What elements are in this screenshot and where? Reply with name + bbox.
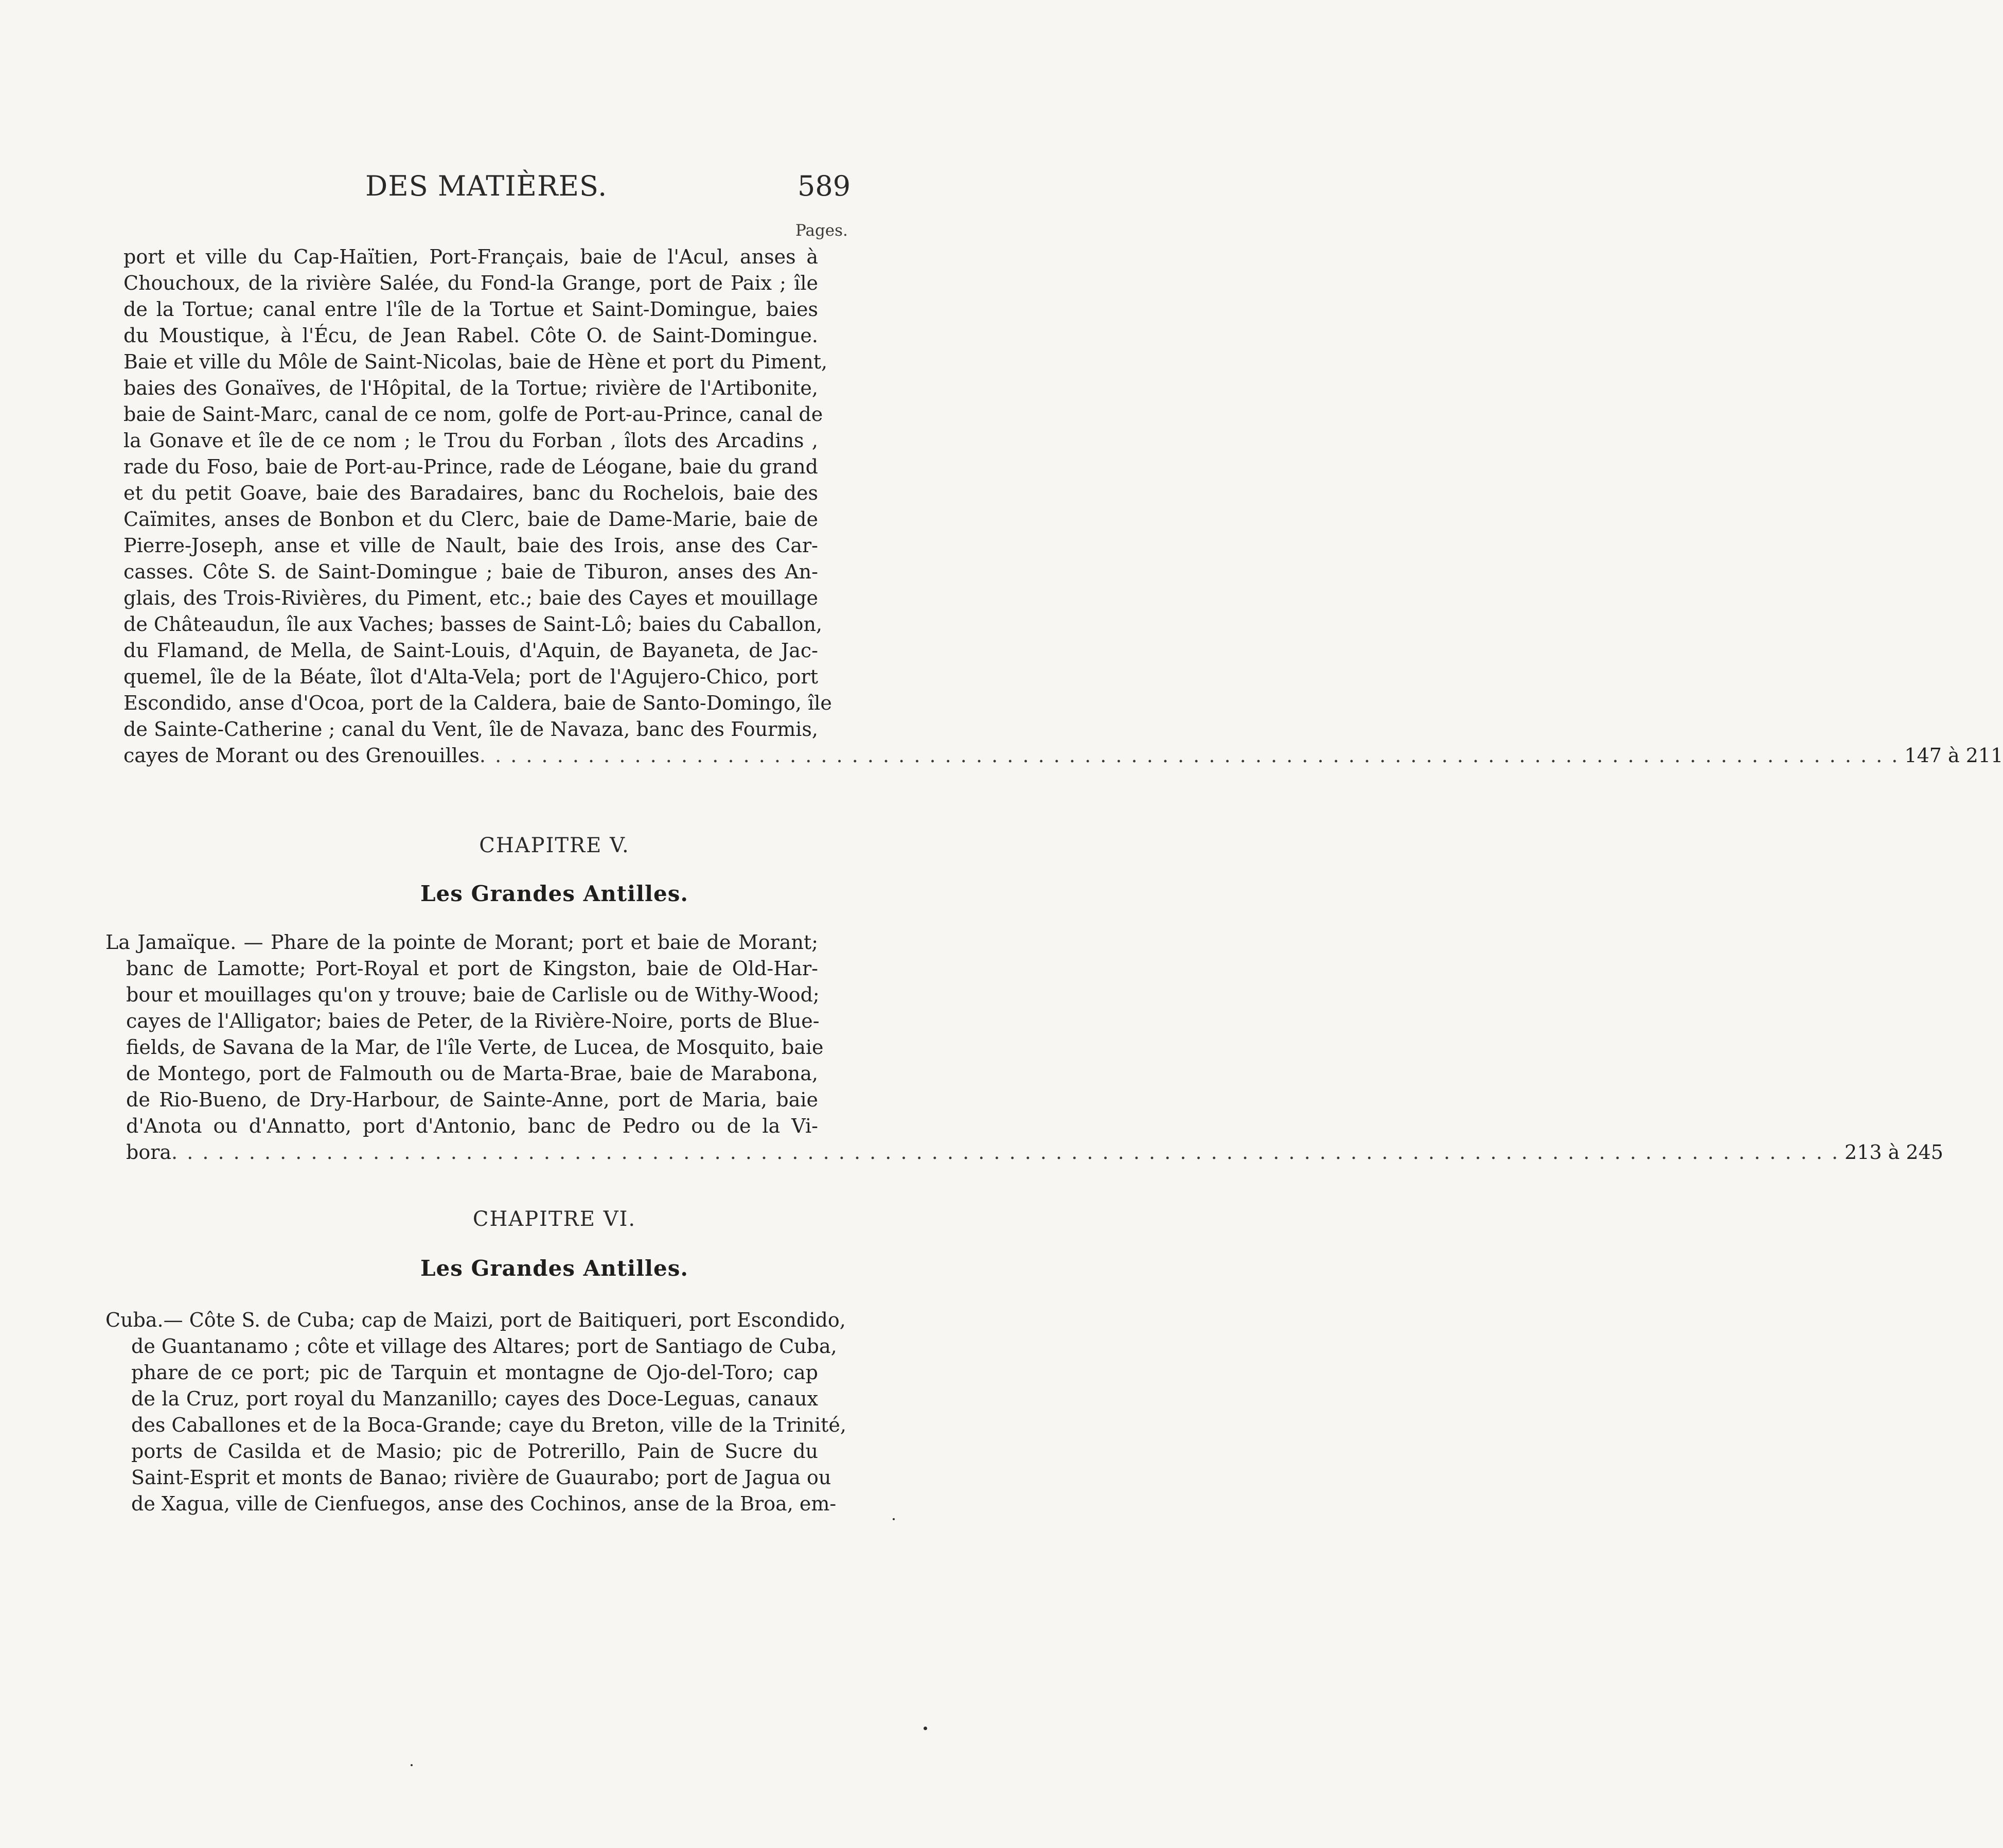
running-header-title: DES MATIÈRES.	[365, 170, 608, 202]
toc-line: de Montego, port de Falmouth ou de Marta-Brae, baie de Marabona,	[126, 1062, 818, 1085]
toc-line: phare de ce port; pic de Tarquin et montagne de Ojo-del-Toro; cap	[131, 1361, 818, 1384]
toc-line: rade du Foso, baie de Port-au-Prince, rade de Léogane, baie du grand	[123, 455, 818, 478]
toc-line: glais, des Trois-Rivières, du Piment, etc.; baie des Cayes et mouillage	[123, 587, 818, 609]
toc-line: baie de Saint-Marc, canal de ce nom, golfe de Port-au-Prince, canal de	[123, 403, 823, 426]
toc-line: de Xagua, ville de Cienfuegos, anse des Cochinos, anse de la Broa, em-	[131, 1492, 837, 1515]
toc-line: port et ville du Cap-Haïtien, Port-Français, baie de l'Acul, anses à	[123, 245, 818, 268]
toc-line: d'Anota ou d'Annatto, port d'Antonio, banc de Pedro ou de la Vi-	[126, 1115, 818, 1137]
chapter-title: Les Grandes Antilles.	[420, 1256, 688, 1281]
toc-line: des Caballones et de la Boca-Grande; caye du Breton, ville de la Trinité,	[131, 1414, 846, 1436]
toc-line: de la Tortue; canal entre l'île de la Tortue et Saint-Domingue, baies	[123, 298, 818, 321]
chapter-title: Les Grandes Antilles.	[420, 881, 688, 906]
toc-page-range: 213 à 245	[1845, 1141, 1943, 1164]
toc-entry-jamaique	[105, 929, 1943, 1166]
toc-line: cayes de l'Alligator; baies de Peter, de la Rivière-Noire, ports de Blue-	[126, 1010, 820, 1032]
toc-line: quemel, île de la Béate, îlot d'Alta-Vela; port de l'Agujero-Chico, port	[123, 665, 818, 688]
toc-line: casses. Côte S. de Saint-Domingue ; baie de Tiburon, anses des An-	[123, 560, 818, 583]
toc-line: ports de Casilda et de Masio; pic de Potrerillo, Pain de Sucre du	[131, 1440, 818, 1463]
dot-leader: . . . . . . . . . . . . . . . . . . . . . . . . . . . . . . . . . . . . . . . . . . . . . . . . . . . . . . . . . . . . . . . . . . . . . . . . . . . . . . . . . . . . . . . . . . . . . . . . . . . . . . . . . . . .	[171, 1141, 1840, 1164]
paper-speck	[924, 1727, 927, 1730]
toc-leader-text: cayes de Morant ou des Grenouilles	[123, 744, 480, 767]
chapter-heading: CHAPITRE VI.	[472, 1207, 636, 1231]
chapter-heading: CHAPITRE V.	[479, 834, 630, 857]
dot-leader: . . . . . . . . . . . . . . . . . . . . . . . . . . . . . . . . . . . . . . . . . . . . . . . . . . . . . . . . . . . . . . . . . . . . . . . . . . . . . . . . . . . . . . . . . . . .	[479, 744, 1900, 767]
toc-leader-line	[123, 743, 2003, 769]
toc-line: Chouchoux, de la rivière Salée, du Fond-la Grange, port de Paix ; île	[123, 272, 818, 294]
toc-line: de Rio-Bueno, de Dry-Harbour, de Sainte-Anne, port de Maria, baie	[126, 1088, 818, 1111]
toc-line: et du petit Goave, baie des Baradaires, banc du Rochelois, baie des	[123, 482, 818, 504]
toc-line: de Guantanamo ; côte et village des Altares; port de Santiago de Cuba,	[131, 1335, 837, 1358]
paper-speck	[893, 1518, 895, 1520]
toc-line: de Châteaudun, île aux Vaches; basses de Saint-Lô; baies du Caballon,	[123, 613, 823, 636]
toc-leader-text: bora	[126, 1141, 172, 1164]
toc-line: du Moustique, à l'Écu, de Jean Rabel. Côte O. de Saint-Domingue.	[123, 324, 818, 347]
toc-line: de la Cruz, port royal du Manzanillo; cayes des Doce-Leguas, canaux	[131, 1387, 818, 1410]
toc-line: Baie et ville du Môle de Saint-Nicolas, baie de Hène et port du Piment,	[123, 350, 828, 373]
toc-line: bour et mouillages qu'on y trouve; baie de Carlisle ou de Withy-Wood;	[126, 983, 820, 1006]
page-number: 589	[797, 170, 851, 202]
toc-entry-cuba	[105, 1307, 846, 1517]
toc-line: Saint-Esprit et monts de Banao; rivière de Guaurabo; port de Jagua ou	[131, 1466, 831, 1489]
toc-line: La Jamaïque. — Phare de la pointe de Morant; port et baie de Morant;	[105, 931, 818, 954]
toc-line: Caïmites, anses de Bonbon et du Clerc, baie de Dame-Marie, baie de	[123, 508, 818, 531]
toc-line: du Flamand, de Mella, de Saint-Louis, d'Aquin, de Bayaneta, de Jac-	[123, 639, 818, 662]
paper-speck	[411, 1764, 413, 1766]
toc-line: de Sainte-Catherine ; canal du Vent, île de Navaza, banc des Fourmis,	[123, 718, 818, 741]
toc-line: banc de Lamotte; Port-Royal et port de Kingston, baie de Old-Har-	[126, 957, 818, 980]
toc-entry-saint-domingue	[123, 244, 2003, 769]
toc-page-range: 147 à 211	[1904, 744, 2003, 767]
toc-line: fields, de Savana de la Mar, de l'île Verte, de Lucea, de Mosquito, baie	[126, 1036, 824, 1059]
toc-line: Cuba.— Côte S. de Cuba; cap de Maizi, port de Baitiqueri, port Escondido,	[105, 1309, 846, 1331]
toc-leader-line	[126, 1139, 1943, 1166]
toc-line: la Gonave et île de ce nom ; le Trou du Forban , îlots des Arcadins ,	[123, 429, 818, 452]
toc-line: Escondido, anse d'Ocoa, port de la Caldera, baie de Santo-Domingo, île	[123, 692, 832, 714]
toc-line: baies des Gonaïves, de l'Hôpital, de la Tortue; rivière de l'Artibonite,	[123, 377, 818, 399]
pages-column-label: Pages.	[795, 221, 848, 240]
toc-line: Pierre-Joseph, anse et ville de Nault, baie des Irois, anse des Car-	[123, 534, 818, 557]
